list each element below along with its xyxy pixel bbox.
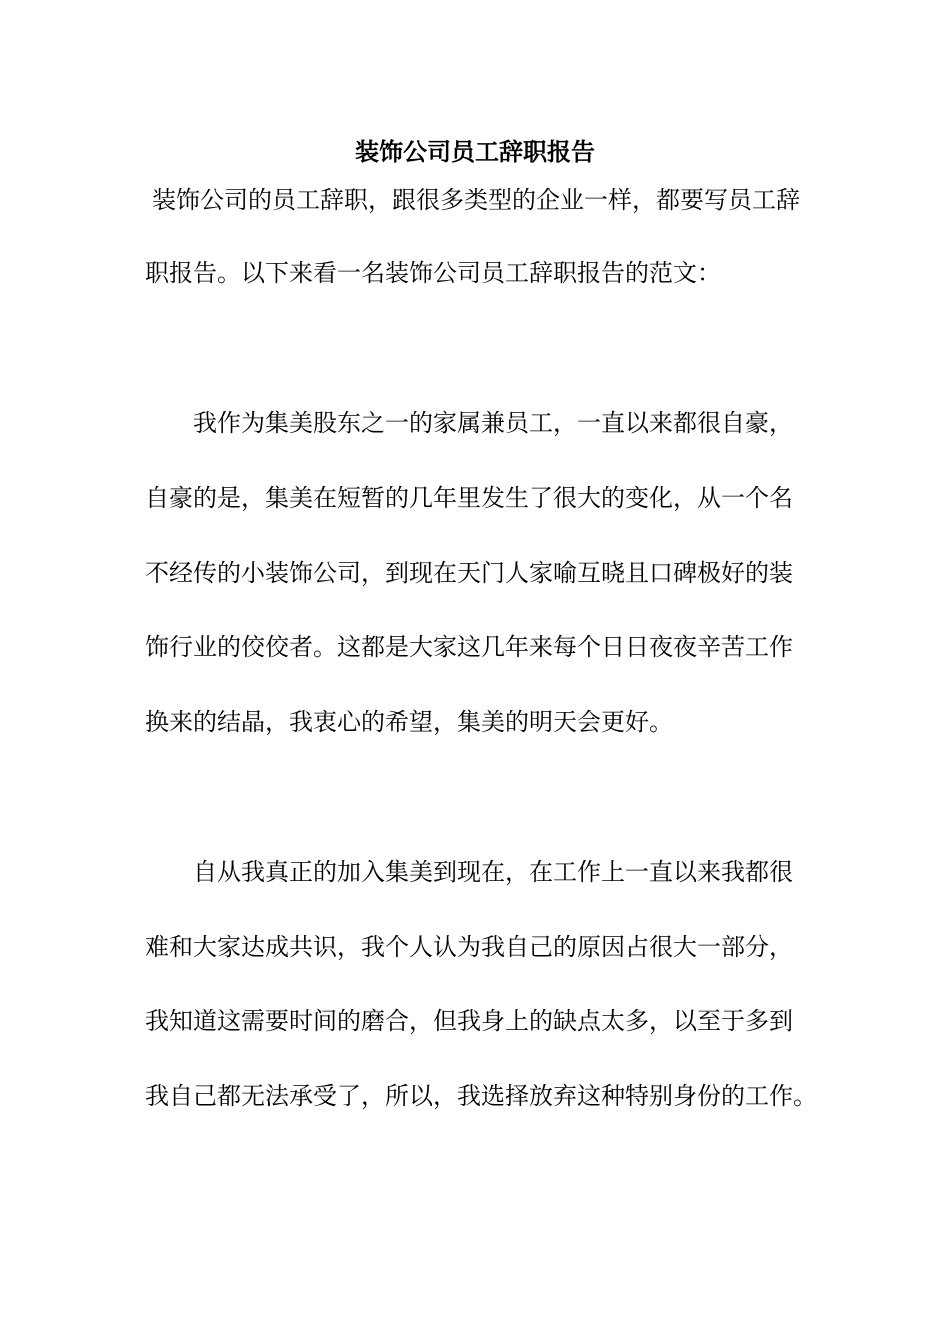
paragraph2-line-1: 自从我真正的加入集美到现在，在工作上一直以来我都很 xyxy=(193,858,793,886)
intro-line-1: 装饰公司的员工辞职，跟很多类型的企业一样，都要写员工辞 xyxy=(152,186,800,214)
paragraph2-line-3: 我知道这需要时间的磨合，但我身上的缺点太多，以至于多到 xyxy=(145,1007,793,1035)
paragraph1-line-1: 我作为集美股东之一的家属兼员工，一直以来都很自豪， xyxy=(193,409,793,437)
paragraph1-line-5: 换来的结晶，我衷心的希望，集美的明天会更好。 xyxy=(145,708,673,736)
intro-line-2: 职报告。以下来看一名装饰公司员工辞职报告的范文： xyxy=(145,259,721,287)
paragraph1-line-3: 不经传的小装饰公司，到现在天门人家喻互晓且口碑极好的装 xyxy=(145,559,793,587)
paragraph2-line-4: 我自己都无法承受了，所以，我选择放弃这种特别身份的工作。 xyxy=(145,1082,817,1110)
document-title: 装饰公司员工辞职报告 xyxy=(355,137,595,166)
paragraph2-line-2: 难和大家达成共识，我个人认为我自己的原因占很大一部分， xyxy=(145,933,793,961)
paragraph1-line-2: 自豪的是，集美在短暂的几年里发生了很大的变化，从一个名 xyxy=(145,484,793,512)
paragraph1-line-4: 饰行业的佼佼者。这都是大家这几年来每个日日夜夜辛苦工作 xyxy=(145,633,793,661)
